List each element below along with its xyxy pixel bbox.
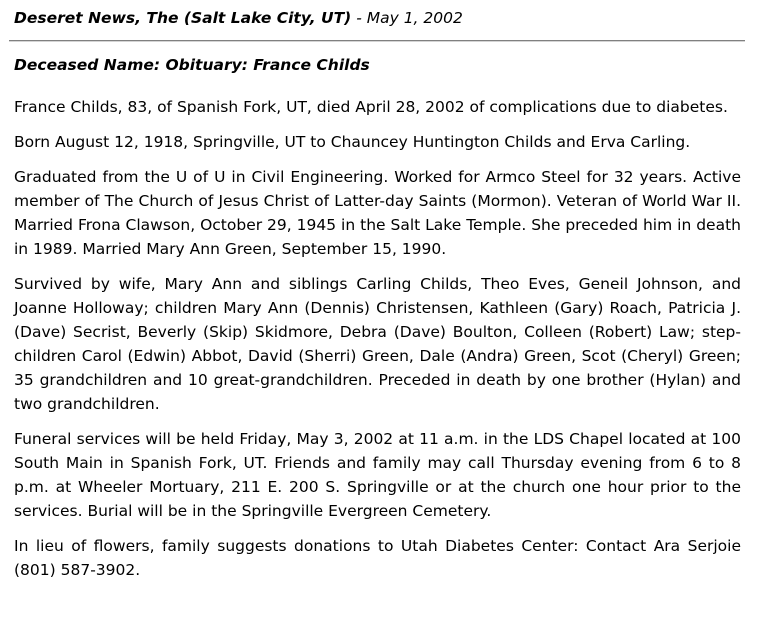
paragraph-life: Graduated from the U of U in Civil Engineering. Worked for Armco Steel for 32 years. Active member of The Church of Jesus Christ of Latter-day Saints (Mormon). Veteran of World War II. Married Frona Clawson, October 29, 1945 in the Salt Lake Temple. She preceded him in death in 1989. Married Mary Ann Green, September 15, 1990. bbox=[14, 168, 741, 258]
header-divider bbox=[9, 40, 745, 42]
paragraph-donations: In lieu of flowers, family suggests donations to Utah Diabetes Center: Contact Ara Serjoie (801) 587-3902. bbox=[14, 537, 741, 579]
masthead-separator: - bbox=[351, 9, 367, 27]
paragraph-death-notice: France Childs, 83, of Spanish Fork, UT, died April 28, 2002 of complications due to diabetes. bbox=[14, 98, 728, 116]
deceased-headline: Deceased Name: Obituary: France Childs bbox=[14, 56, 370, 74]
paragraph-birth: Born August 12, 1918, Springville, UT to Chauncey Huntington Childs and Erva Carling. bbox=[14, 133, 691, 151]
obituary-body bbox=[14, 95, 741, 593]
newspaper-source: Deseret News, The (Salt Lake City, UT) bbox=[14, 9, 352, 27]
paragraph-survivors: Survived by wife, Mary Ann and siblings Carling Childs, Theo Eves, Geneil Johnson, and Joanne Holloway; children Mary Ann (Dennis) Christensen, Kathleen (Gary) Roach, Patricia J. (Dave) Secrist, Beverly (Skip) Skidmore, Debra (Dave) Boulton, Colleen (Robert) Law; step-children Carol (Edwin) Abbot, David (Sherri) Green, Dale (Andra) Green, Scot (Cheryl) Green; 35 grandchildren and 10 great-grandchildren. Preceded in death by one brother (Hylan) and two grandchildren. bbox=[14, 275, 741, 413]
publication-date: May 1, 2002 bbox=[366, 9, 463, 27]
masthead bbox=[14, 8, 745, 28]
paragraph-services: Funeral services will be held Friday, May 3, 2002 at 11 a.m. in the LDS Chapel located at 100 South Main in Spanish Fork, UT. Friends and family may call Thursday evening from 6 to 8 p.m. at Wheeler Mortuary, 211 E. 200 S. Springville or at the church one hour prior to the services. Burial will be in the Springville Evergreen Cemetery. bbox=[14, 430, 741, 520]
